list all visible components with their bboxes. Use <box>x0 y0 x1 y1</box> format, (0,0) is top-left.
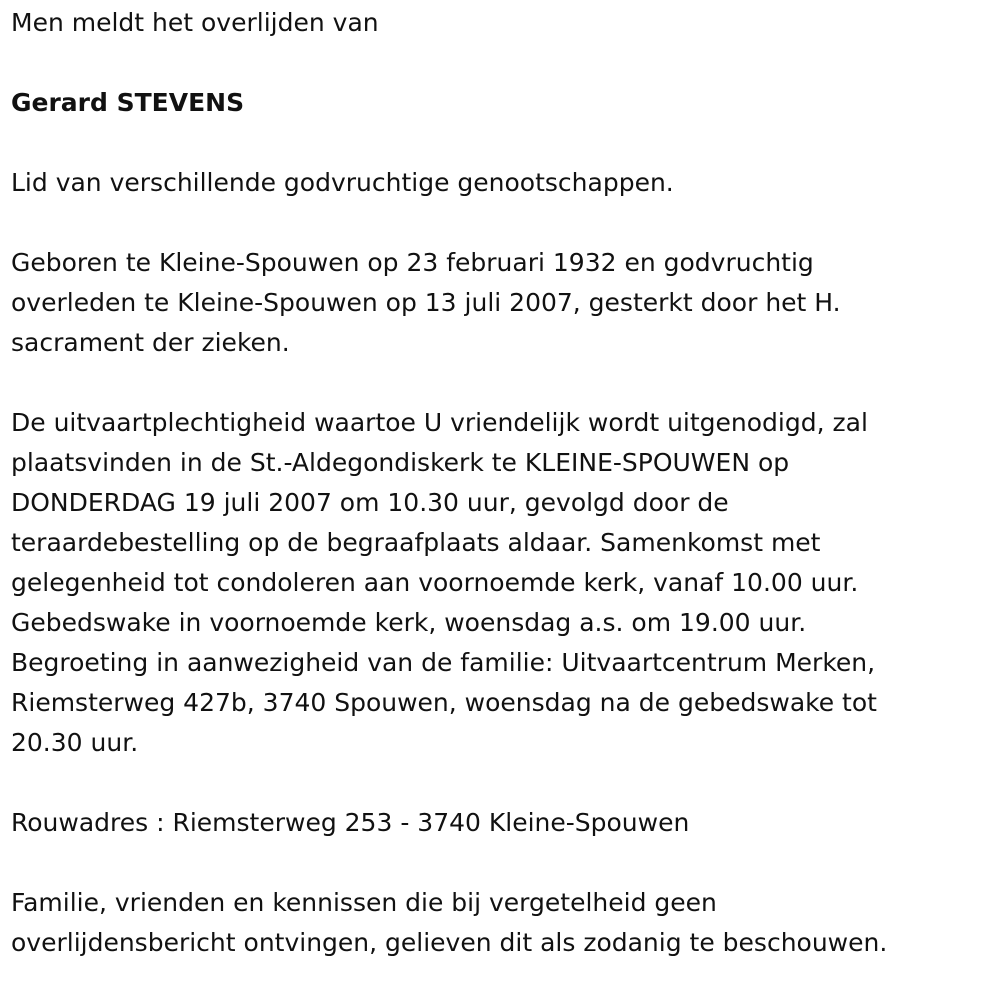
closing-line: Familie, vrienden en kennissen die bij vergetelheid geen <box>11 888 717 917</box>
funeral-line: Begroeting in aanwezigheid van de familie: Uitvaartcentrum Merken, <box>11 648 876 677</box>
funeral-line: 20.30 uur. <box>11 728 139 757</box>
funeral-line: gelegenheid tot condoleren aan voornoemde kerk, vanaf 10.00 uur. <box>11 568 859 597</box>
birth-death-line: Geboren te Kleine-Spouwen op 23 februari 1932 en godvruchtig <box>11 248 814 277</box>
closing-line: overlijdensbericht ontvingen, gelieven dit als zodanig te beschouwen. <box>11 928 888 957</box>
obituary-document <box>11 3 986 963</box>
funeral-line: Gebedswake in voornoemde kerk, woensdag a.s. om 19.00 uur. <box>11 608 807 637</box>
birth-death-paragraph <box>11 243 986 363</box>
birth-death-line: overleden te Kleine-Spouwen op 13 juli 2007, gesterkt door het H. <box>11 288 841 317</box>
funeral-line: teraardebestelling op de begraafplaats aldaar. Samenkomst met <box>11 528 821 557</box>
funeral-line: De uitvaartplechtigheid waartoe U vriendelijk wordt uitgenodigd, zal <box>11 408 868 437</box>
funeral-line: plaatsvinden in de St.-Aldegondiskerk te KLEINE-SPOUWEN op <box>11 448 790 477</box>
funeral-line: Riemsterweg 427b, 3740 Spouwen, woensdag na de gebedswake tot <box>11 688 877 717</box>
membership-text: Lid van verschillende godvruchtige genootschappen. <box>11 168 674 197</box>
closing-paragraph <box>11 883 986 963</box>
mourning-address: Rouwadres : Riemsterweg 253 - 3740 Kleine-Spouwen <box>11 808 690 837</box>
intro-text: Men meldt het overlijden van <box>11 8 379 37</box>
funeral-line: DONDERDAG 19 juli 2007 om 10.30 uur, gevolgd door de <box>11 488 729 517</box>
birth-death-line: sacrament der zieken. <box>11 328 290 357</box>
funeral-paragraph <box>11 403 986 763</box>
deceased-name: Gerard STEVENS <box>11 88 245 117</box>
